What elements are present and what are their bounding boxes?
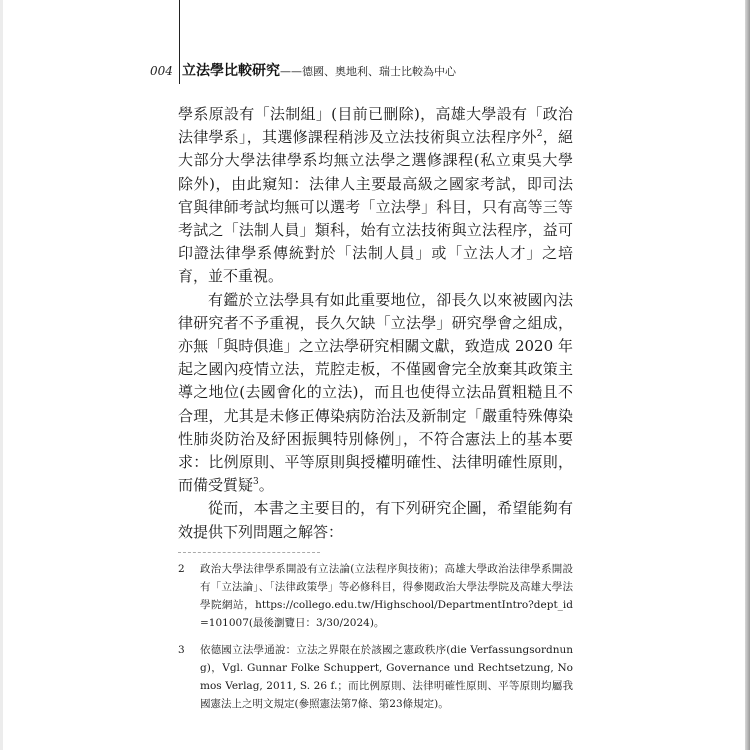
footnote-number: 3 (178, 644, 185, 656)
footnote-ref-3[interactable]: 3 (253, 477, 259, 488)
paragraph-2 (178, 289, 573, 498)
page-binding-edge (745, 0, 750, 750)
paragraph-text: 學系原設有「法制組」(目前已刪除)，高雄大學設有「政治法律學系」，其選修課程稍涉及立法技術與立法程序外 (178, 105, 573, 147)
footnote-text: 依德國立法學通說：立法之界限在於該國之憲政秩序(die Verfassungsordnung)，Vgl. Gunnar Folke Schuppert, Governance und Rechtsetzung, Nomos Verlag, 2011, S. 26 f.；而比例原則、法律明確性原則、平等原則均屬我國憲法上之明文規定(參照憲法第7條、第23條規定)。 (200, 644, 573, 710)
book-title: 立法學比較研究 (182, 63, 280, 79)
paragraph-1 (178, 103, 573, 289)
footnotes (178, 560, 573, 722)
paragraph-text: ，絕大部分大學法律學系均無立法學之選修課程(私立東吳大學除外)，由此窺知：法律人主要最高級之國家考試，即司法官與律師考試均無可以選考「立法學」科目，只有高等三等考試之「法制人員」類科，始有立法技術與立法程序，益可印證法律學系傳統對於「法制人員」或「立法人才」之培育，並不重視。 (178, 128, 573, 286)
paragraph-text: 有鑑於立法學具有如此重要地位，卻長久以來被國內法律研究者不予重視，長久欠缺「立法學」研究學會之組成，亦無「與時俱進」之立法學研究相關文獻，致造成 2020 年起之國內疫情立法，荒腔走板，不僅國會完全放棄其政策主導之地位(去國會化的立法)，而且也使得立法品質粗糙且不合理，尤其是未修正傳染病防治法及新制定「嚴重特殊傳染性肺炎防治及紓困振興特別條例」，不符合憲法上的基本要求：比例原則、平等原則與授權明確性、法律明確性原則，而備受質疑 (178, 290, 573, 495)
footnote-ref-2[interactable]: 2 (536, 129, 543, 140)
page-number: 004 (150, 64, 173, 78)
page-left-edge (0, 0, 3, 750)
body-text (178, 103, 573, 544)
footnote-number: 2 (178, 563, 185, 575)
footnote-3 (178, 641, 573, 713)
paragraph-3 (178, 497, 573, 543)
running-header (150, 60, 456, 82)
book-subtitle: ——德國、奧地利、瑞士比較為中心 (280, 65, 456, 78)
paragraph-text: 從而，本書之主要目的，有下列研究企圖，希望能夠有效提供下列問題之解答： (178, 499, 573, 541)
footnote-separator (178, 552, 320, 553)
footnote-2 (178, 560, 573, 632)
paragraph-text: 。 (258, 476, 274, 495)
footnote-text: 政治大學法律學系開設有立法論(立法程序與技術)；高雄大學政治法律學系開設有「立法論」、「法律政策學」等必修科目，得參閱政治大學法學院及高雄大學法學院網站，https://collego.edu.tw/Highschool/DepartmentIntro?dept_id=101007(最後瀏覽日：3/30/2024)。 (200, 563, 573, 629)
